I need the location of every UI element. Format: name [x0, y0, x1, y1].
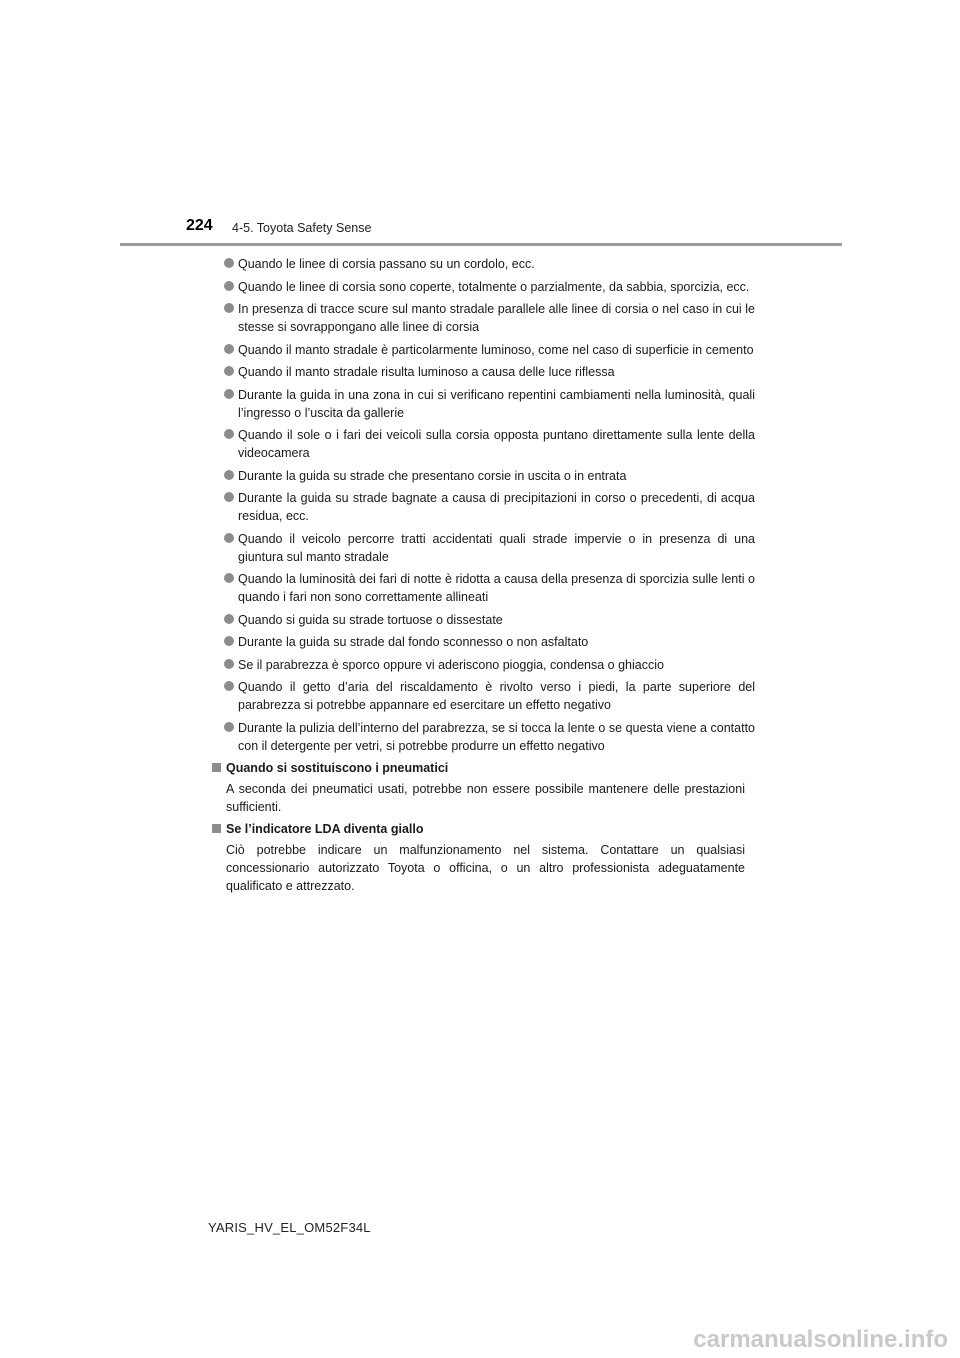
square-bullet-icon	[212, 763, 221, 772]
bullet-dot-icon	[224, 470, 234, 480]
bullet-dot-icon	[224, 636, 234, 646]
bullet-dot-icon	[224, 303, 234, 313]
bullet-dot-icon	[224, 492, 234, 502]
list-item: Quando le linee di corsia passano su un cordolo, ecc.	[210, 255, 755, 273]
section-tyres	[210, 759, 755, 816]
bullet-dot-icon	[224, 366, 234, 376]
section-lda-indicator	[210, 820, 755, 895]
list-item: Durante la guida su strade bagnate a causa di precipitazioni in corso o precedenti, di acqua residua, ecc.	[210, 489, 755, 525]
list-item: Quando si guida su strade tortuose o dissestate	[210, 611, 755, 629]
page-content	[210, 255, 755, 899]
bullet-dot-icon	[224, 573, 234, 583]
bullet-dot-icon	[224, 681, 234, 691]
bullet-dot-icon	[224, 281, 234, 291]
bullet-dot-icon	[224, 614, 234, 624]
list-item: Durante la guida su strade che presentano corsie in uscita o in entrata	[210, 467, 755, 485]
bullet-dot-icon	[224, 533, 234, 543]
bullet-dot-icon	[224, 389, 234, 399]
bullet-dot-icon	[224, 659, 234, 669]
bullet-dot-icon	[224, 344, 234, 354]
list-item: Quando il veicolo percorre tratti accidentati quali strade impervie o in presenza di una giuntura sul manto stradale	[210, 530, 755, 566]
square-bullet-icon	[212, 824, 221, 833]
list-item: Quando il getto d’aria del riscaldamento è rivolto verso i piedi, la parte superiore del parabrezza si potrebbe appannare ed esercitare un effetto negativo	[210, 678, 755, 714]
bullet-dot-icon	[224, 258, 234, 268]
list-item: Quando le linee di corsia sono coperte, totalmente o parzialmente, da sabbia, sporcizia, ecc.	[210, 278, 755, 296]
list-item: Durante la guida su strade dal fondo sconnesso o non asfaltato	[210, 633, 755, 651]
page-number: 224	[186, 217, 213, 234]
list-item: In presenza di tracce scure sul manto stradale parallele alle linee di corsia o nel caso in cui le stesse si sovrappongano alle linee di corsia	[210, 300, 755, 336]
header-divider	[120, 243, 842, 246]
list-item: Quando il manto stradale è particolarmente luminoso, come nel caso di superficie in cemento	[210, 341, 755, 359]
bullet-dot-icon	[224, 722, 234, 732]
list-item: Quando il sole o i fari dei veicoli sulla corsia opposta puntano direttamente sulla lente della videocamera	[210, 426, 755, 462]
list-item: Durante la pulizia dell’interno del parabrezza, se si tocca la lente o se questa viene a contatto con il detergente per vetri, si potrebbe produrre un effetto negativo	[210, 719, 755, 755]
list-item: Quando il manto stradale risulta luminoso a causa delle luce riflessa	[210, 363, 755, 381]
section-title: 4-5. Toyota Safety Sense	[232, 221, 372, 235]
section-heading: Se l’indicatore LDA diventa giallo	[226, 822, 424, 836]
watermark: carmanualsonline.info	[693, 1326, 948, 1353]
list-item: Durante la guida in una zona in cui si verificano repentini cambiamenti nella luminosità, quali l’ingresso o l’uscita da gallerie	[210, 386, 755, 422]
document-code: YARIS_HV_EL_OM52F34L	[208, 1220, 371, 1235]
list-item: Se il parabrezza è sporco oppure vi aderiscono pioggia, condensa o ghiaccio	[210, 656, 755, 674]
section-body: A seconda dei pneumatici usati, potrebbe non essere possibile mantenere delle prestazioni sufficienti.	[226, 782, 745, 814]
list-item: Quando la luminosità dei fari di notte è ridotta a causa della presenza di sporcizia sulle lenti o quando i fari non sono correttamente allineati	[210, 570, 755, 606]
section-body: Ciò potrebbe indicare un malfunzionamento nel sistema. Contattare un qualsiasi concessionario autorizzato Toyota o officina, o un altro professionista adeguatamente qualificato e attrezzato.	[226, 843, 745, 893]
bullet-dot-icon	[224, 429, 234, 439]
section-heading: Quando si sostituiscono i pneumatici	[226, 761, 449, 775]
